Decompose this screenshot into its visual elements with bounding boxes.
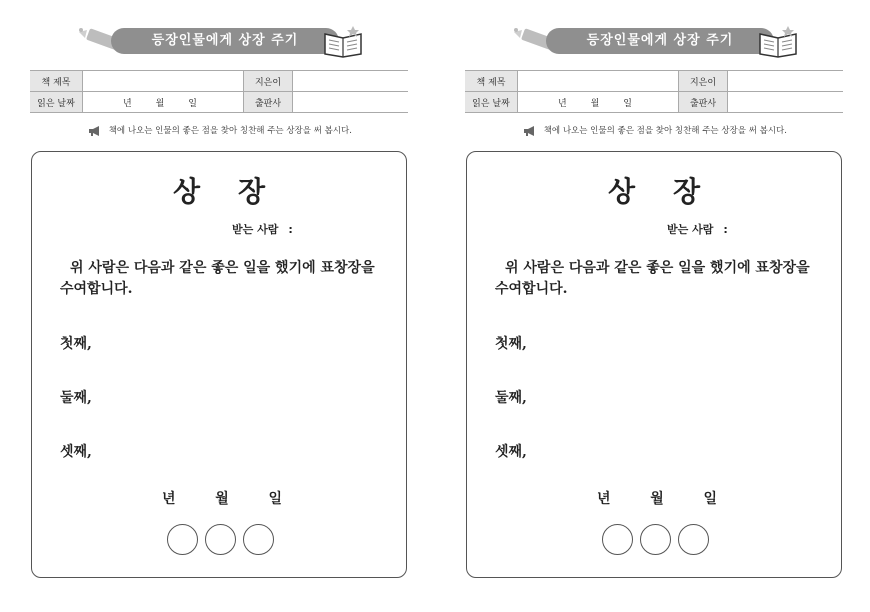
author-label: 지은이 [679, 71, 728, 92]
year-label: 년 [557, 98, 567, 109]
month-label: 월 [155, 98, 165, 109]
instruction-text: 책에 나오는 인물의 좋은 점을 찾아 칭찬해 주는 상장을 써 봅시다. [108, 126, 352, 136]
read-date-field[interactable] [518, 92, 679, 113]
cert-year: 년 [162, 491, 176, 507]
banner-title: 등장인물에게 상장 주기 [111, 28, 339, 54]
read-date-label: 읽은 날짜 [30, 92, 83, 113]
body-line-1: 위 사람은 다음과 같은 좋은 일을 했기에 표창장을 [70, 260, 375, 276]
author-field[interactable] [728, 71, 844, 92]
body-line-2: 수여합니다. [60, 281, 133, 297]
item-first[interactable]: 첫째, [60, 336, 92, 352]
recipient[interactable] [232, 221, 293, 237]
publisher-label: 출판사 [679, 92, 728, 113]
stamp-circle[interactable] [602, 524, 633, 555]
publisher-label: 출판사 [244, 92, 293, 113]
item-second[interactable]: 둘째, [60, 390, 92, 406]
recipient-label: 받는 사람 [232, 223, 279, 236]
author-field[interactable] [293, 71, 409, 92]
instruction-text: 책에 나오는 인물의 좋은 점을 찾아 칭찬해 주는 상장을 써 봅시다. [543, 126, 787, 136]
header-banner [75, 24, 365, 58]
publisher-field[interactable] [293, 92, 409, 113]
certificate-title: 상장 [172, 175, 304, 208]
cert-month: 월 [650, 491, 664, 507]
book-icon [756, 24, 800, 58]
recipient[interactable] [667, 221, 728, 237]
book-title-label: 책 제목 [30, 71, 83, 92]
book-icon [321, 24, 365, 58]
book-info-table [30, 70, 408, 113]
instruction [523, 124, 787, 136]
certificate-card [466, 151, 842, 578]
certificate-body [495, 258, 830, 300]
certificate-date[interactable] [597, 488, 717, 508]
body-line-2: 수여합니다. [495, 281, 568, 297]
author-label: 지은이 [244, 71, 293, 92]
recipient-colon: : [288, 223, 293, 236]
book-info-table [465, 70, 843, 113]
item-second[interactable]: 둘째, [495, 390, 527, 406]
item-third[interactable]: 셋째, [60, 444, 92, 460]
stamp-circle[interactable] [678, 524, 709, 555]
month-label: 월 [590, 98, 600, 109]
book-title-field[interactable] [83, 71, 244, 92]
stamp-circle[interactable] [205, 524, 236, 555]
worksheet-page-right [435, 0, 870, 612]
book-title-label: 책 제목 [465, 71, 518, 92]
item-third[interactable]: 셋째, [495, 444, 527, 460]
certificate-card [31, 151, 407, 578]
day-label: 일 [188, 98, 197, 109]
cert-day: 일 [268, 491, 282, 507]
certificate-body [60, 258, 395, 300]
read-date-label: 읽은 날짜 [465, 92, 518, 113]
header-banner [510, 24, 800, 58]
year-label: 년 [122, 98, 132, 109]
day-label: 일 [623, 98, 632, 109]
recipient-colon: : [723, 223, 728, 236]
stamp-circles [167, 524, 274, 555]
body-line-1: 위 사람은 다음과 같은 좋은 일을 했기에 표창장을 [505, 260, 810, 276]
book-title-field[interactable] [518, 71, 679, 92]
megaphone-icon [523, 126, 537, 136]
megaphone-icon [88, 126, 102, 136]
banner-title: 등장인물에게 상장 주기 [546, 28, 774, 54]
stamp-circles [602, 524, 709, 555]
stamp-circle[interactable] [640, 524, 671, 555]
certificate-title: 상장 [607, 175, 739, 208]
cert-day: 일 [703, 491, 717, 507]
recipient-label: 받는 사람 [667, 223, 714, 236]
publisher-field[interactable] [728, 92, 844, 113]
instruction [88, 124, 352, 136]
stamp-circle[interactable] [167, 524, 198, 555]
read-date-field[interactable] [83, 92, 244, 113]
certificate-date[interactable] [162, 488, 282, 508]
cert-month: 월 [215, 491, 229, 507]
cert-year: 년 [597, 491, 611, 507]
item-first[interactable]: 첫째, [495, 336, 527, 352]
stamp-circle[interactable] [243, 524, 274, 555]
